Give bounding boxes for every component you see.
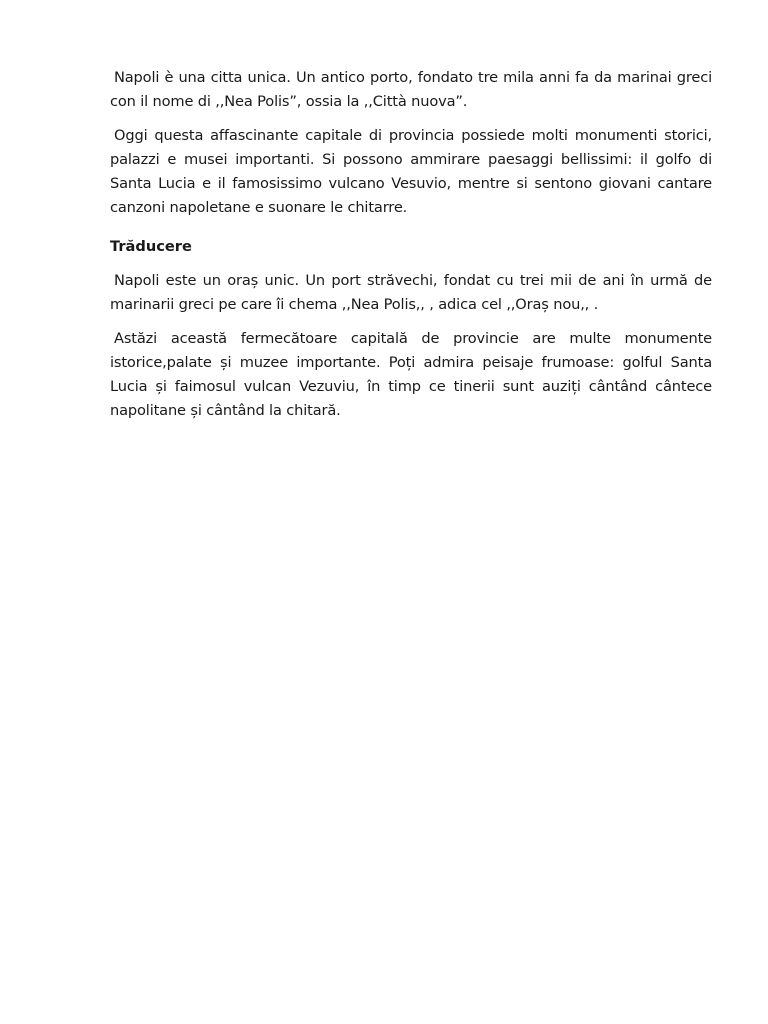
- paragraph-italian-1: Napoli è una citta unica. Un antico porto, fondato tre mila anni fa da marinai greci con il nome di ,,Nea Polis”, ossia la ,,Città nuova”.: [110, 69, 712, 110]
- paragraph-romanian-1: Napoli este un oraș unic. Un port străvechi, fondat cu trei mii de ani în urmă de marinarii greci pe care îi chema ,,Nea Polis,, , adica cel ,,Oraș nou,, .: [110, 272, 712, 313]
- paragraph-romanian-2: Astăzi această fermecătoare capitală de provincie are multe monumente istorice,palate și muzee importante. Poți admira peisaje frumoase: golful Santa Lucia și faimosul vulcan Vezuviu, în timp ce tinerii sunt auziți cântând cântece napolitane și cântând la chitară.: [110, 330, 712, 419]
- document-page: [110, 66, 712, 423]
- paragraph-italian-2: Oggi questa affascinante capitale di provincia possiede molti monumenti storici, palazzi e musei importanti. Si possono ammirare paesaggi bellissimi: il golfo di Santa Lucia e il famosissimo vulcano Vesuvio, mentre si sentono giovani cantare canzoni napoletane e suonare le chitarre.: [110, 127, 712, 216]
- translation-heading: Trăducere: [110, 238, 192, 255]
